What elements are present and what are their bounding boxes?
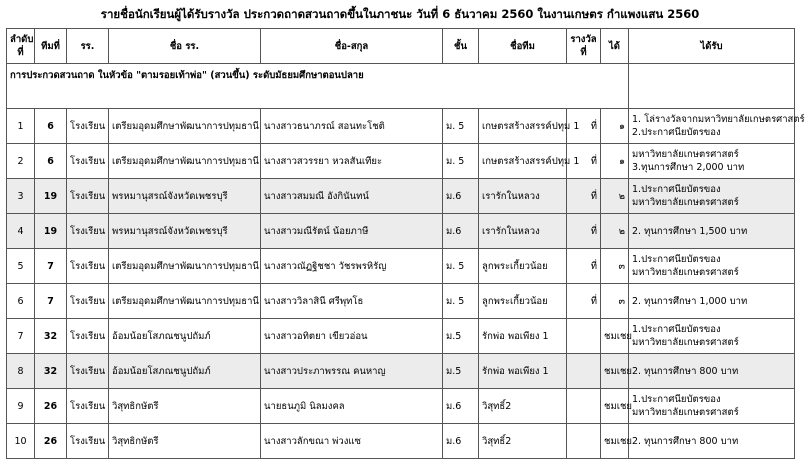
cell-school: วิสุทธิกษัตรี [109,424,261,459]
table-row [7,319,795,354]
cell-type: โรงเรียน [67,354,109,389]
cell-school: วิสุทธิกษัตรี [109,389,261,424]
cell-team: 19 [35,214,67,249]
reward-line: มหาวิทยาลัยเกษตรศาสตร์ [632,267,739,278]
reward-line: 1.ประกาศนียบัตรของ [632,324,721,335]
cell-no: 2 [7,144,35,179]
cell-grade: ม. 5 [443,284,479,319]
cell-got: ชมเชย [601,319,629,354]
cell-type: โรงเรียน [67,249,109,284]
header-team: ทีมที่ [35,29,67,64]
cell-team-name: รักพ่อ พอเพียง 1 [479,319,567,354]
section-empty-cell [629,64,795,109]
cell-reward [629,249,795,284]
cell-school: เตรียมอุดมศึกษาพัฒนาการปทุมธานี [109,284,261,319]
cell-type: โรงเรียน [67,284,109,319]
cell-reward [629,354,795,389]
cell-school: เตรียมอุดมศึกษาพัฒนาการปทุมธานี [109,109,261,144]
page-title: รายชื่อนักเรียนผู้ได้รับรางวัล ประกวดถาดสวนถาดขึ้นในภาชนะ วันที่ 6 ธันวาคม 2560 ในงานเกษตร กำแพงแสน 2560 [100,7,700,21]
cell-got: ชมเชย [601,389,629,424]
cell-no: 3 [7,179,35,214]
cell-type: โรงเรียน [67,144,109,179]
cell-reward [629,424,795,459]
cell-type: โรงเรียน [67,424,109,459]
cell-team-name: ลูกพระเกี้ยวน้อย [479,249,567,284]
cell-no: 6 [7,284,35,319]
cell-name: นางสาวสวรรยา หวลสันเทียะ [261,144,443,179]
table-row [7,249,795,284]
reward-line: 1.ประกาศนียบัตรของ [632,394,721,405]
table-row [7,354,795,389]
cell-school: อ้อมน้อยโสภณชนูปถัมภ์ [109,354,261,389]
cell-team-name: รักพ่อ พอเพียง 1 [479,354,567,389]
cell-got: ๓ [601,249,629,284]
cell-name: นางสาวลักขณา พ่วงแซ [261,424,443,459]
cell-reward [629,214,795,249]
cell-type: โรงเรียน [67,319,109,354]
header-award: รางวัลที่ [567,29,601,64]
cell-got: ๑ [601,144,629,179]
reward-line: 2. ทุนการศึกษา 800 บาท [632,365,739,377]
cell-got: ๒ [601,179,629,214]
cell-team-name: เกษตรสร้างสรรค์ปทุม 1 [479,144,567,179]
results-table [6,28,805,459]
header-type: รร. [67,29,109,64]
cell-name: นางสาววิลาสินี ศรีพุทโธ [261,284,443,319]
cell-reward [629,389,795,424]
cell-team: 32 [35,319,67,354]
cell-team-name: เรารักในหลวง [479,214,567,249]
cell-type: โรงเรียน [67,389,109,424]
table-row [7,214,795,249]
cell-grade: ม.5 [443,319,479,354]
cell-type: โรงเรียน [67,109,109,144]
cell-team: 19 [35,179,67,214]
cell-award [567,319,601,354]
cell-reward [629,319,795,354]
cell-team-name: เรารักในหลวง [479,179,567,214]
cell-award: ที่ [567,144,601,179]
cell-got: ๓ [601,284,629,319]
header-team-name: ชื่อทีม [479,29,567,64]
cell-got: ๒ [601,214,629,249]
reward-line: 2. ทุนการศึกษา 1,000 บาท [632,295,748,307]
header-grade: ชั้น [443,29,479,64]
cell-got: ๑ [601,109,629,144]
reward-line: 1.ประกาศนียบัตรของ [632,254,721,265]
reward-line: มหาวิทยาลัยเกษตรศาสตร์ [632,337,739,348]
cell-got: ชมเชย [601,354,629,389]
cell-name: นางสาวธนาภรณ์ สอนทะโชติ [261,109,443,144]
cell-award [567,354,601,389]
reward-line: 2. ทุนการศึกษา 1,500 บาท [632,225,748,237]
header-reward: ได้รับ [629,29,795,64]
reward-line: 3.ทุนการศึกษา 2,000 บาท [632,162,745,173]
cell-grade: ม.6 [443,179,479,214]
table-row [7,389,795,424]
cell-reward [629,109,805,144]
reward-line: มหาวิทยาลัยเกษตรศาสตร์ [632,197,739,208]
cell-team-name: วิสุทธิ์2 [479,424,567,459]
section-label: การประกวดสวนถาด ในหัวข้อ "ตามรอยเท้าพ่อ" (สวนขึ้น) ระดับมัธยมศึกษาตอนปลาย [7,64,629,109]
cell-award: ที่ [567,214,601,249]
cell-grade: ม.6 [443,214,479,249]
cell-grade: ม.6 [443,424,479,459]
cell-grade: ม.5 [443,354,479,389]
cell-school: พรหมานุสรณ์จังหวัดเพชรบุรี [109,179,261,214]
cell-team: 32 [35,354,67,389]
cell-team: 7 [35,249,67,284]
reward-line: มหาวิทยาลัยเกษตรศาสตร์ [632,407,739,418]
cell-reward [629,284,795,319]
cell-no: 1 [7,109,35,144]
cell-team: 26 [35,389,67,424]
cell-team-name: เกษตรสร้างสรรค์ปทุม 1 [479,109,567,144]
cell-type: โรงเรียน [67,214,109,249]
cell-no: 5 [7,249,35,284]
table-row [7,179,795,214]
cell-no: 4 [7,214,35,249]
cell-team-name: วิสุทธิ์2 [479,389,567,424]
table-row [7,284,795,319]
cell-no: 10 [7,424,35,459]
cell-school: เตรียมอุดมศึกษาพัฒนาการปทุมธานี [109,144,261,179]
cell-no: 8 [7,354,35,389]
cell-grade: ม. 5 [443,249,479,284]
cell-name: นางสาวมณีรัตน์ น้อยภาษี [261,214,443,249]
cell-grade: ม.6 [443,389,479,424]
table-row [7,109,795,144]
header-row [7,29,795,64]
cell-award [567,389,601,424]
cell-award: ที่ [567,109,601,144]
reward-line: มหาวิทยาลัยเกษตรศาสตร์ [632,149,739,160]
table-row [7,144,795,179]
reward-line: 1.ประกาศนียบัตรของ [632,184,721,195]
cell-got: ชมเชย [601,424,629,459]
reward-line: 2.ประกาศนียบัตรของ [632,127,721,138]
reward-line: 1. โล่รางวัลจากมหาวิทยาลัยเกษตรศาสตร์ [632,114,805,125]
cell-name: นางสาวณัฏฐิชชา วัชรพรหิรัญ [261,249,443,284]
cell-type: โรงเรียน [67,179,109,214]
cell-team: 26 [35,424,67,459]
cell-school: เตรียมอุดมศึกษาพัฒนาการปทุมธานี [109,249,261,284]
cell-grade: ม. 5 [443,109,479,144]
reward-line: 2. ทุนการศึกษา 800 บาท [632,435,739,447]
header-got: ได้ [601,29,629,64]
section-row [7,64,795,109]
cell-award: ที่ [567,179,601,214]
cell-award: ที่ [567,249,601,284]
cell-reward [629,144,795,179]
cell-award [567,424,601,459]
cell-name: นางสาวประภาพรรณ คนหาญ [261,354,443,389]
cell-reward [629,179,795,214]
cell-no: 9 [7,389,35,424]
cell-team-name: ลูกพระเกี้ยวน้อย [479,284,567,319]
cell-no: 7 [7,319,35,354]
header-name: ชื่อ-สกุล [261,29,443,64]
cell-team: 6 [35,144,67,179]
cell-team: 7 [35,284,67,319]
cell-name: นายธนภูมิ นิลมงคล [261,389,443,424]
header-school: ชื่อ รร. [109,29,261,64]
table-row [7,424,795,459]
cell-grade: ม. 5 [443,144,479,179]
cell-award: ที่ [567,284,601,319]
cell-name: นางสาวสมมณี อังกินันทน์ [261,179,443,214]
cell-name: นางสาวอทิตยา เขียวอ่อน [261,319,443,354]
header-no: ลำดับที่ [7,29,35,64]
cell-team: 6 [35,109,67,144]
cell-school: อ้อมน้อยโสภณชนูปถัมภ์ [109,319,261,354]
cell-school: พรหมานุสรณ์จังหวัดเพชรบุรี [109,214,261,249]
